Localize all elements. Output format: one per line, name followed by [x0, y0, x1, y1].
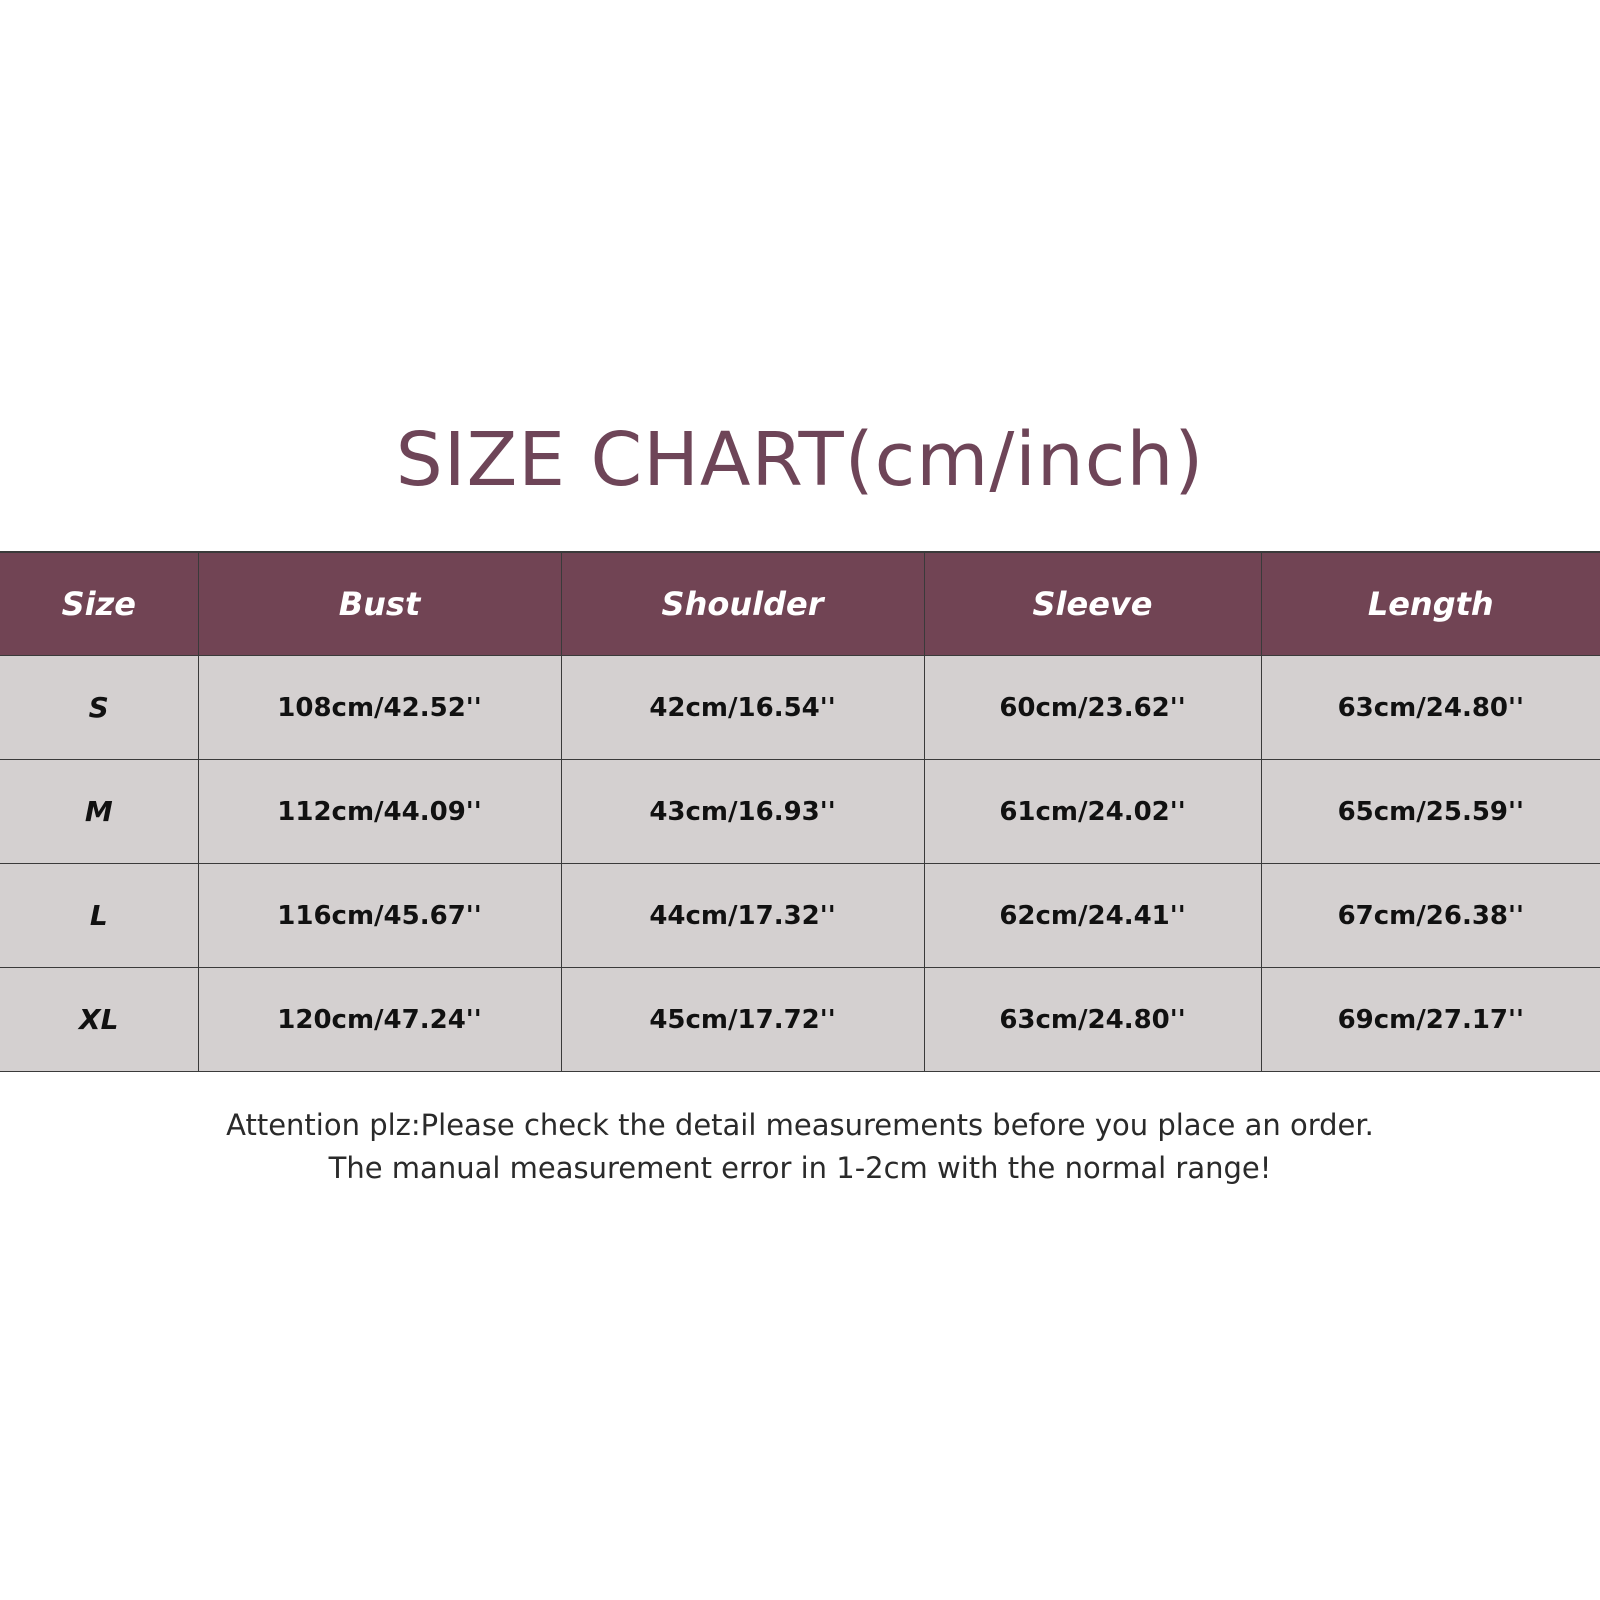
- table-row: [0, 864, 1600, 968]
- attention-note-line-1: Attention plz:Please check the detail measurements before you place an order.: [226, 1108, 1374, 1142]
- shoulder-cell: 42cm/16.54'': [561, 656, 924, 760]
- attention-note: [0, 1104, 1600, 1190]
- table-row: [0, 656, 1600, 760]
- sleeve-cell: 63cm/24.80'': [924, 968, 1261, 1072]
- bust-cell: 116cm/45.67'': [198, 864, 561, 968]
- column-header-sleeve: Sleeve: [924, 552, 1261, 656]
- column-header-shoulder: Shoulder: [561, 552, 924, 656]
- sleeve-cell: 61cm/24.02'': [924, 760, 1261, 864]
- size-cell: L: [0, 864, 198, 968]
- column-header-length: Length: [1261, 552, 1600, 656]
- bust-cell: 108cm/42.52'': [198, 656, 561, 760]
- bust-cell: 112cm/44.09'': [198, 760, 561, 864]
- size-cell: M: [0, 760, 198, 864]
- shoulder-cell: 45cm/17.72'': [561, 968, 924, 1072]
- size-cell: XL: [0, 968, 198, 1072]
- table-row: [0, 968, 1600, 1072]
- sleeve-cell: 62cm/24.41'': [924, 864, 1261, 968]
- table-row: [0, 760, 1600, 864]
- length-cell: 65cm/25.59'': [1261, 760, 1600, 864]
- length-cell: 67cm/26.38'': [1261, 864, 1600, 968]
- column-header-bust: Bust: [198, 552, 561, 656]
- size-chart-table: [0, 551, 1600, 1072]
- sleeve-cell: 60cm/23.62'': [924, 656, 1261, 760]
- length-cell: 63cm/24.80'': [1261, 656, 1600, 760]
- length-cell: 69cm/27.17'': [1261, 968, 1600, 1072]
- size-cell: S: [0, 656, 198, 760]
- shoulder-cell: 43cm/16.93'': [561, 760, 924, 864]
- page-title: SIZE CHART(cm/inch): [395, 417, 1205, 503]
- column-header-size: Size: [0, 552, 198, 656]
- shoulder-cell: 44cm/17.32'': [561, 864, 924, 968]
- bust-cell: 120cm/47.24'': [198, 968, 561, 1072]
- attention-note-line-2: The manual measurement error in 1-2cm with the normal range!: [328, 1151, 1272, 1185]
- table-header-row: [0, 552, 1600, 656]
